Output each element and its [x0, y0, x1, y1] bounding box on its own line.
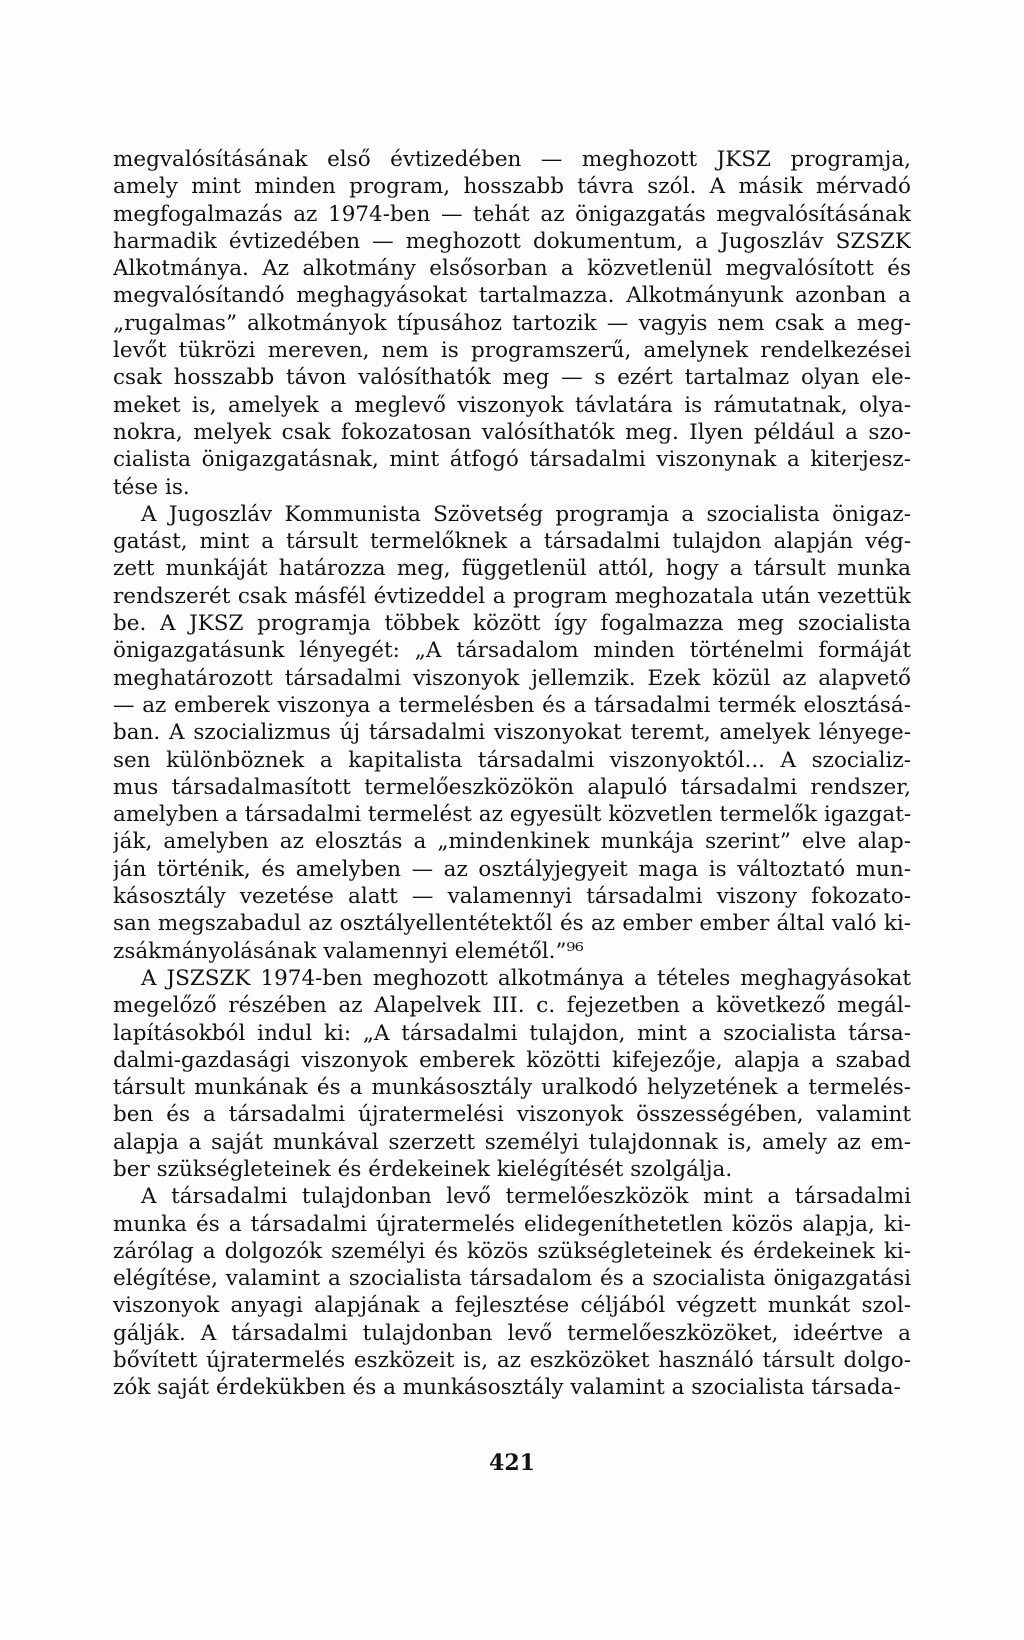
text-line: zsákmányolásának valamennyi elemétől.”⁹⁶	[113, 938, 584, 964]
paragraph	[113, 146, 911, 501]
paragraph	[113, 1183, 911, 1401]
text-line: társult munkának és a munkásosztály uralkodó helyzetének a termelés-	[113, 1075, 911, 1101]
text-line: amely mint minden program, hosszabb távra szól. A másik mérvadó	[113, 174, 911, 200]
text-line: lapításokból indul ki: „A társadalmi tulajdon, mint a szocialista társa-	[113, 1020, 911, 1046]
text-line: kásosztály vezetése alatt — valamennyi társadalmi viszony fokozato-	[113, 884, 911, 910]
text-line: be. A JKSZ programja többek között így fogalmazza meg szocialista	[113, 611, 911, 637]
text-line: levőt tükrözi mereven, nem is programszerű, amelynek rendelkezései	[113, 338, 911, 364]
text-line: munka és a társadalmi újratermelés elidegeníthetetlen közös alapja, ki-	[113, 1211, 911, 1237]
text-line: nokra, melyek csak fokozatosan valósíthatók meg. Ilyen például a szo-	[113, 419, 911, 445]
text-line: cialista önigazgatásnak, mint átfogó társadalmi viszonynak a kiterjesz-	[113, 447, 911, 473]
text-line: dalmi-gazdasági viszonyok emberek közötti kifejezője, alapja a szabad	[113, 1047, 911, 1073]
body-text	[113, 146, 911, 1402]
text-line: zók saját érdekükben és a munkásosztály valamint a szocialista társada-	[113, 1375, 901, 1401]
text-line: A JSZSZK 1974-ben meghozott alkotmánya a tételes meghagyásokat	[141, 965, 911, 991]
paragraph	[113, 965, 911, 1183]
text-line: önigazgatásunk lényegét: „A társadalom minden történelmi formáját	[113, 638, 911, 664]
text-line: ben és a társadalmi újratermelési viszonyok összességében, valamint	[113, 1102, 911, 1128]
text-line: megvalósítandó meghagyásokat tartalmazza. Alkotmányunk azonban a	[113, 283, 911, 309]
text-line: san megszabadul az osztályellentétektől és az ember ember által való ki-	[113, 911, 911, 937]
text-line: bővített újratermelés eszközeit is, az eszközöket használó társult dolgo-	[113, 1348, 911, 1374]
text-line: Alkotmánya. Az alkotmány elsősorban a közvetlenül megvalósított és	[113, 256, 911, 282]
text-line: tése is.	[113, 474, 190, 500]
paragraph	[113, 501, 911, 965]
text-line: harmadik évtizedében — meghozott dokumentum, a Jugoszláv SZSZK	[113, 228, 911, 254]
text-line: megfogalmazás az 1974-ben — tehát az önigazgatás megvalósításának	[113, 201, 911, 227]
text-line: amelyben a társadalmi termelést az egyesült közvetlen termelők igazgat-	[113, 802, 911, 828]
text-line: csak hosszabb távon valósíthatók meg — s ezért tartalmaz olyan ele-	[113, 365, 911, 391]
text-line: — az emberek viszonya a termelésben és a társadalmi termék elosztásá-	[113, 692, 911, 718]
text-line: ban. A szocializmus új társadalmi viszonyokat teremt, amelyek lényege-	[113, 720, 911, 746]
text-line: mus társadalmasított termelőeszközökön alapuló társadalmi rendszer,	[113, 774, 911, 800]
text-line: gatást, mint a társult termelőknek a társadalmi tulajdon alapján vég-	[113, 529, 911, 555]
text-line: A társadalmi tulajdonban levő termelőeszközök mint a társadalmi	[141, 1184, 911, 1210]
text-line: A Jugoszláv Kommunista Szövetség programja a szocialista önigaz-	[141, 501, 911, 527]
text-line: ber szükségleteinek és érdekeinek kielégítését szolgálja.	[113, 1156, 733, 1182]
page-number: 421	[489, 1450, 535, 1476]
text-line: sen különböznek a kapitalista társadalmi viszonyoktól... A szocializ-	[113, 747, 911, 773]
text-line: megvalósításának első évtizedében — meghozott JKSZ programja,	[113, 147, 911, 172]
text-line: gálják. A társadalmi tulajdonban levő termelőeszközöket, ideértve a	[113, 1320, 911, 1346]
text-line: zárólag a dolgozók személyi és közös szükségleteinek és érdekeinek ki-	[113, 1238, 911, 1264]
text-line: viszonyok anyagi alapjának a fejlesztése céljából végzett munkát szol-	[113, 1293, 911, 1319]
text-line: elégítése, valamint a szocialista társadalom és a szocialista önigazgatási	[113, 1266, 911, 1292]
text-line: alapja a saját munkával szerzett személyi tulajdonnak is, amely az em-	[113, 1129, 911, 1155]
text-line: ják, amelyben az elosztás a „mindenkinek munkája szerint” elve alap-	[113, 829, 911, 855]
text-line: rendszerét csak másfél évtizeddel a program meghozatala után vezettük	[113, 583, 911, 609]
text-line: „rugalmas” alkotmányok típusához tartozik — vagyis nem csak a meg-	[113, 310, 911, 336]
text-line: ján történik, és amelyben — az osztályjegyeit maga is változtató mun-	[113, 856, 911, 882]
text-line: megelőző részében az Alapelvek III. c. fejezetben a következő megál-	[113, 993, 911, 1019]
text-line: meghatározott társadalmi viszonyok jellemzik. Ezek közül az alapvető	[113, 665, 911, 691]
text-line: zett munkáját határozza meg, függetlenül attól, hogy a társult munka	[113, 556, 911, 582]
text-line: meket is, amelyek a meglevő viszonyok távlatára is rámutatnak, olya-	[113, 392, 911, 418]
